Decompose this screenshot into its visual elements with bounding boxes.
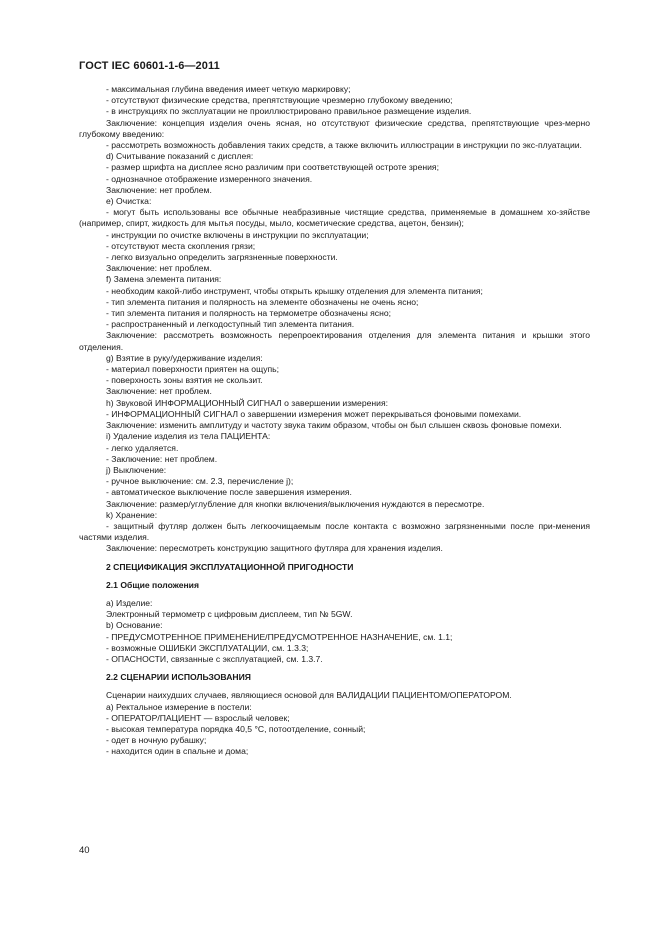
list-item: - находится один в спальне и дома; <box>106 746 249 757</box>
paragraph: f) Замена элемента питания: <box>106 274 222 285</box>
list-item: - размер шрифта на дисплее ясно различим при соответствующей остроте зрения; <box>106 162 439 173</box>
list-item: - максимальная глубина введения имеет четкую маркировку; <box>106 84 351 94</box>
list-item: - отсутствуют физические средства, препятствующие чрезмерно глубокому введению; <box>106 95 453 106</box>
list-item: - легко визуально определить загрязненные поверхности. <box>106 252 338 263</box>
conclusion-paragraph: Заключение: концепция изделия очень ясная, но отсутствуют физические средства, препятствующие чрез-мерно глубокому введению: <box>79 117 590 139</box>
conclusion-paragraph: Заключение: размер/углубление для кнопки включения/выключения нуждаются в пересмотре. <box>106 498 485 509</box>
list-item: - ОПАСНОСТИ, связанные с эксплуатацией, см. 1.3.7. <box>106 653 323 664</box>
list-item: - автоматическое выключение после завершения измерения. <box>106 487 352 498</box>
page-number: 40 <box>79 845 90 856</box>
conclusion-paragraph: Заключение: изменить амплитуду и частоту звука таким образом, чтобы он был слышен сквозь фоновые помехи. <box>106 420 562 431</box>
paragraph: i) Удаление изделия из тела ПАЦИЕНТА: <box>106 431 271 442</box>
document-body <box>79 84 590 758</box>
paragraph: d) Считывание показаний с дисплея: <box>106 151 254 162</box>
paragraph: Электронный термометр с цифровым дисплеем, тип № 5GW. <box>106 609 353 620</box>
paragraph: k) Хранение: <box>106 509 158 520</box>
list-item: - могут быть использованы все обычные неабразивные чистящие средства, применяемые в домашнем хо-зяйстве (например, спирт, жидкость для мытья посуды, мыло, косметические средства, ацетон, бензин); <box>79 207 590 229</box>
list-item: - легко удаляется. <box>106 442 179 453</box>
list-item: - инструкции по очистке включены в инструкции по эксплуатации; <box>106 229 369 240</box>
page-header-standard-number: ГОСТ IEC 60601-1-6—2011 <box>79 60 220 72</box>
paragraph: Сценарии наихудших случаев, являющиеся основой для ВАЛИДАЦИИ ПАЦИЕНТОМ/ОПЕРАТОРОМ. <box>106 690 512 701</box>
paragraph: е) Очистка: <box>106 196 152 207</box>
list-item: - отсутствуют места скопления грязи; <box>106 240 256 251</box>
conclusion-paragraph: Заключение: нет проблем. <box>106 263 212 274</box>
section-heading: 2 СПЕЦИФИКАЦИЯ ЭКСПЛУАТАЦИОННОЙ ПРИГОДНОСТИ <box>106 561 354 572</box>
list-item: - защитный футляр должен быть легкоочищаемым после контакта с возможно загрязненными после при-менения частями изделия. <box>79 520 590 543</box>
paragraph: j) Выключение: <box>106 464 167 475</box>
list-item: - распространенный и легкодоступный тип элемента питания. <box>106 319 355 330</box>
paragraph: а) Изделие: <box>106 597 153 608</box>
list-item: - ПРЕДУСМОТРЕННОЕ ПРИМЕНЕНИЕ/ПРЕДУСМОТРЕННОЕ НАЗНАЧЕНИЕ, см. 1.1; <box>106 631 453 642</box>
list-item: - ручное выключение: см. 2.3, перечисление j); <box>106 476 294 487</box>
list-item: - в инструкциях по эксплуатации не проиллюстрировано правильное размещение изделия. <box>106 106 472 117</box>
conclusion-paragraph: Заключение: нет проблем. <box>106 184 212 195</box>
list-item: - материал поверхности приятен на ощупь; <box>106 364 280 375</box>
list-item: - возможные ОШИБКИ ЭКСПЛУАТАЦИИ, см. 1.3.3; <box>106 642 309 653</box>
paragraph: g) Взятие в руку/удерживание изделия: <box>106 352 263 363</box>
list-item: - необходим какой-либо инструмент, чтобы открыть крышку отделения для элемента питания; <box>106 285 483 296</box>
paragraph: b) Основание: <box>106 620 163 631</box>
conclusion-paragraph: Заключение: рассмотреть возможность перепроектирования отделения для элемента питания и крышки этого отделения. <box>79 330 590 352</box>
list-item: - рассмотреть возможность добавления таких средств, а также включить иллюстрации в инструкции по экс-плуатации. <box>106 140 582 151</box>
conclusion-paragraph: Заключение: пересмотреть конструкцию защитного футляра для хранения изделия. <box>106 543 443 554</box>
paragraph: а) Ректальное измерение в постели: <box>106 701 252 712</box>
section-heading: 2.2 СЦЕНАРИИ ИСПОЛЬЗОВАНИЯ <box>106 672 251 683</box>
list-item: - тип элемента питания и полярность на термометре обозначены ясно; <box>106 308 391 319</box>
list-item: - ИНФОРМАЦИОННЫЙ СИГНАЛ о завершении измерения может перекрываться фоновыми помехами. <box>106 408 522 419</box>
list-item: - тип элемента питания и полярность на элементе обозначены не очень ясно; <box>106 296 419 307</box>
list-item: - Заключение: нет проблем. <box>106 453 218 464</box>
list-item: - одет в ночную рубашку; <box>106 735 207 746</box>
conclusion-paragraph: Заключение: нет проблем. <box>106 386 212 397</box>
paragraph: h) Звуковой ИНФОРМАЦИОННЫЙ СИГНАЛ о завершении измерения: <box>106 397 388 408</box>
list-item: - высокая температура порядка 40,5 °С, потоотделение, сонный; <box>106 723 366 734</box>
subsection-heading: 2.1 Общие положения <box>106 579 199 590</box>
list-item: - поверхность зоны взятия не скользит. <box>106 375 263 386</box>
list-item: - ОПЕРАТОР/ПАЦИЕНТ — взрослый человек; <box>106 712 290 723</box>
list-item: - однозначное отображение измеренного значения. <box>106 173 313 184</box>
